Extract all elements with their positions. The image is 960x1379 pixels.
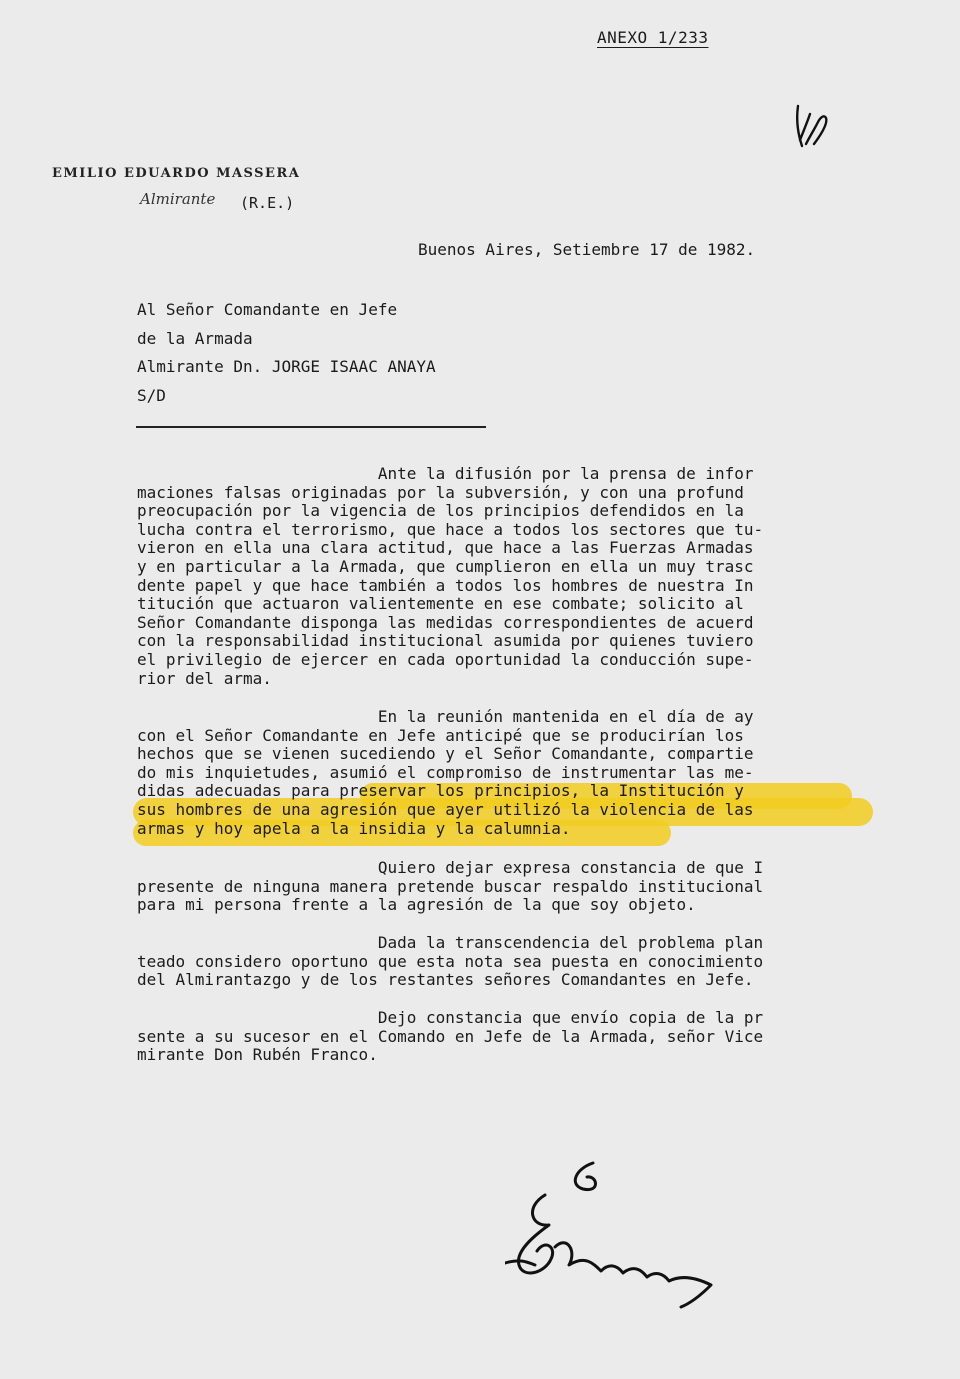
text-line: dente papel y que hace también a todos los hombres de nuestra In <box>137 575 754 595</box>
text-line: Dada la transcendencia del problema plan <box>137 933 764 952</box>
letterhead-rank-script: Almirante <box>140 190 216 208</box>
handwritten-signature <box>505 1155 725 1315</box>
handwritten-initials <box>790 100 834 152</box>
text-line: presente de ninguna manera pretende buscar respaldo institucional <box>137 876 764 896</box>
annex-reference: ANEXO 1/233 <box>597 28 709 47</box>
text-line: Señor Comandante disponga las medidas correspondientes de acuerd <box>137 612 754 632</box>
text-line: hechos que se vienen sucediendo y el Señor Comandante, compartie <box>137 744 754 764</box>
body-paragraph-3 <box>137 859 763 915</box>
text-line: teado considero oportuno que esta nota sea puesta en conocimiento <box>137 951 764 971</box>
text-line: En la reunión mantenida en el día de ay <box>137 707 754 726</box>
letter-date: Buenos Aires, Setiembre 17 de 1982. <box>418 240 756 259</box>
text-line: vieron en ella una clara actitud, que hace a las Fuerzas Armadas <box>137 538 754 558</box>
text-line: para mi persona frente a la agresión de la que soy objeto. <box>137 895 696 915</box>
text-line: Dejo constancia que envío copia de la pr <box>137 1008 764 1027</box>
text-line: maciones falsas originadas por la subversión, y con una profund <box>137 482 744 502</box>
body-paragraph-5 <box>137 1009 763 1065</box>
text-line: do mis inquietudes, asumió el compromiso de instrumentar las me- <box>137 762 754 782</box>
text-line: mirante Don Rubén Franco. <box>137 1045 378 1065</box>
text-line: sus hombres de una agresión que ayer utilizó la violencia de las <box>137 799 754 819</box>
text-line: el privilegio de ejercer en cada oportunidad la conducción supe- <box>137 649 754 669</box>
addressee-line: de la Armada <box>137 328 253 348</box>
text-line: armas y hoy apela a la insidia y la calumnia. <box>137 818 571 838</box>
addressee-line: S/D <box>137 386 166 406</box>
text-line: con el Señor Comandante en Jefe anticipé que se producirían los <box>137 725 744 745</box>
text-line: sente a su sucesor en el Comando en Jefe de la Armada, señor Vice <box>137 1026 764 1046</box>
addressee-line: Al Señor Comandante en Jefe <box>137 300 398 319</box>
text-line: didas adecuadas para preservar los principios, la Institución y <box>137 781 744 801</box>
text-line: rior del arma. <box>137 668 272 688</box>
addressee-line: Almirante Dn. JORGE ISAAC ANAYA <box>137 357 436 377</box>
body-paragraph-2 <box>137 708 754 838</box>
text-line: lucha contra el terrorismo, que hace a todos los sectores que tu- <box>137 519 764 539</box>
separator-rule <box>136 426 486 428</box>
text-line: con la responsabilidad institucional asumida por quienes tuviero <box>137 631 754 651</box>
letterhead-name: EMILIO EDUARDO MASSERA <box>52 166 301 181</box>
text-line: Ante la difusión por la prensa de infor <box>137 464 754 483</box>
text-line: y en particular a la Armada, que cumplieron en ella un muy trasc <box>137 556 754 576</box>
body-paragraph-1 <box>137 465 763 688</box>
addressee-block <box>137 296 436 411</box>
text-line: titución que actuaron valientemente en ese combate; solicito al <box>137 594 744 614</box>
text-line: preocupación por la vigencia de los principios defendidos en la <box>137 501 744 521</box>
text-line: del Almirantazgo y de los restantes señores Comandantes en Jefe. <box>137 970 754 990</box>
letterhead-rank-suffix: (R.E.) <box>240 194 295 212</box>
text-line: Quiero dejar expresa constancia de que I <box>137 858 764 877</box>
body-paragraph-4 <box>137 934 763 990</box>
